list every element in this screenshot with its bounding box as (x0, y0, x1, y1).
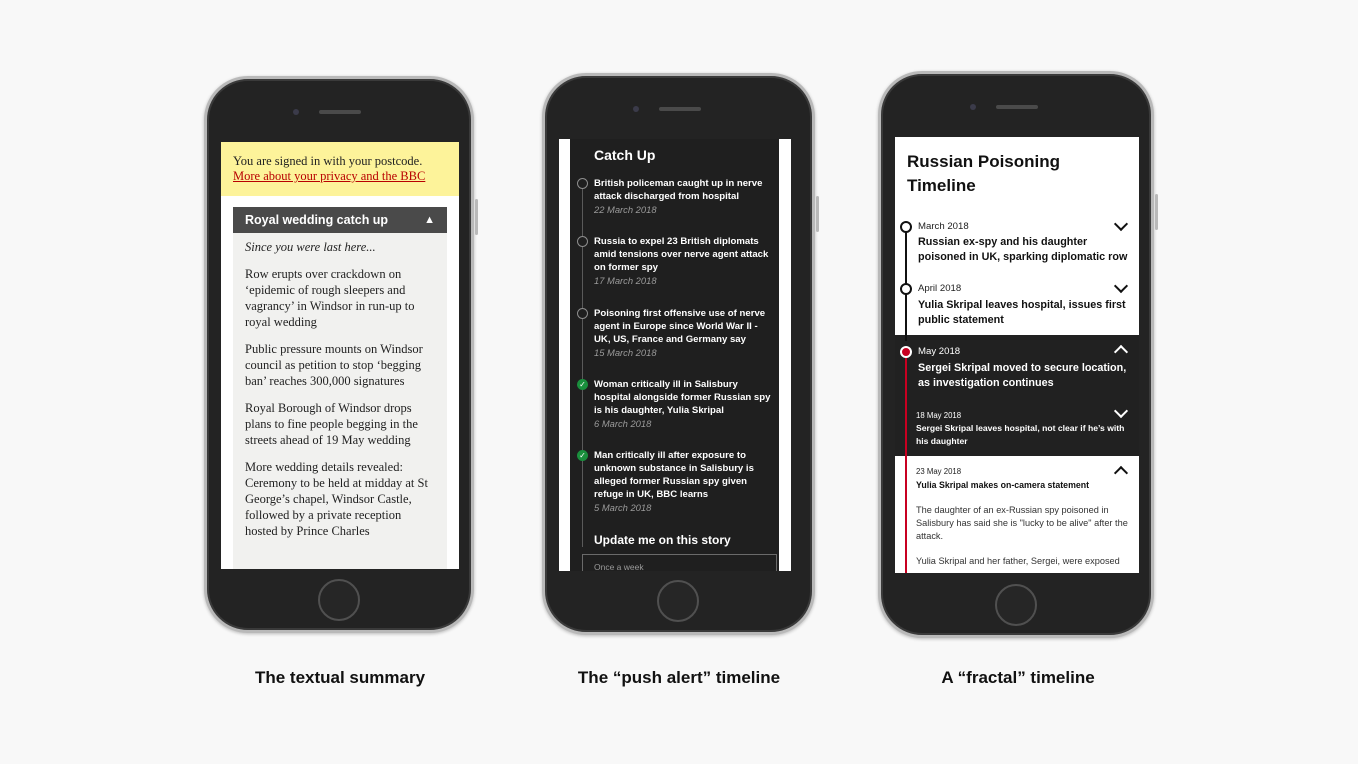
timeline-item-text: Russia to expel 23 British diplomats amid tensions over nerve agent attack on former spy (594, 236, 769, 273)
list-item[interactable]: Royal Borough of Windsor drops plans to fine people begging in the streets ahead of 19 May wedding (245, 401, 418, 447)
sub-entry-date: 18 May 2018 (916, 411, 962, 420)
phone-3-home-button (995, 584, 1037, 626)
caption-fractal-timeline: A “fractal” timeline (941, 668, 1095, 687)
phone-2-screen (559, 139, 791, 571)
timeline-item-text: Woman critically ill in Salisbury hospital alongside former Russian spy is his daughter, Yulia Skripal (594, 379, 771, 416)
chevron-down-icon[interactable] (1114, 279, 1128, 293)
list-item[interactable]: More wedding details revealed: Ceremony to be held at midday at St George’s chapel, Windsor Castle, followed by a private reception hosted by Prince Charles (245, 460, 428, 538)
sub-entry-date: 23 May 2018 (916, 467, 962, 476)
list-item[interactable]: Public pressure mounts on Windsor council as petition to stop ‘begging ban’ reaches 300,000 signatures (245, 342, 423, 388)
timeline-node-active (900, 346, 912, 358)
timeline-item[interactable] (579, 449, 776, 513)
timeline-item-date: 5 March 2018 (594, 502, 652, 513)
unread-circle-icon (577, 308, 588, 319)
privacy-notice (221, 142, 459, 196)
timeline-item-date: 15 March 2018 (594, 347, 657, 358)
catch-up-panel (233, 207, 447, 569)
phone-1-side-button (475, 199, 478, 235)
entry-month: April 2018 (918, 283, 962, 294)
phone-3-camera (970, 104, 976, 110)
phone-1-screen (221, 142, 459, 569)
timeline-line-red (905, 353, 907, 573)
timeline-node (900, 221, 912, 233)
frequency-select[interactable]: Once a week (582, 554, 777, 571)
timeline-item-text: Poisoning first offensive use of nerve agent in Europe since World War II - UK, US, France and Germany say (594, 308, 766, 345)
phone-1-speaker (319, 110, 361, 114)
timeline-item-date: 6 March 2018 (594, 418, 652, 429)
entry-month: March 2018 (918, 221, 969, 232)
timeline-item[interactable] (594, 235, 776, 286)
privacy-link[interactable]: More about your privacy and the BBC (233, 169, 426, 183)
timeline-item-date: 22 March 2018 (594, 204, 657, 215)
catch-up-heading: Catch Up (594, 147, 656, 163)
since-last-visit: Since you were last here... (245, 240, 376, 254)
timeline-item[interactable] (579, 378, 776, 429)
unread-circle-icon (577, 178, 588, 189)
timeline-node (900, 283, 912, 295)
timeline-item-text: British policeman caught up in nerve attack discharged from hospital (594, 178, 763, 202)
timeline-item[interactable] (594, 177, 776, 215)
phone-2-camera (633, 106, 639, 112)
article-paragraph: The daughter of an ex-Russian spy poisoned in Salisbury has said she is "lucky to be alive" after the attack. (916, 505, 1128, 541)
article-paragraph: Yulia Skripal and her father, Sergei, were exposed (916, 556, 1120, 566)
entry-headline[interactable]: Sergei Skripal moved to secure location, as investigation continues (918, 362, 1127, 389)
checkmark-icon: ✓ (577, 379, 588, 390)
entry-headline[interactable]: Russian ex-spy and his daughter poisoned in UK, sparking diplomatic row (918, 236, 1128, 263)
phone-2 (542, 73, 815, 635)
caption-push-alert-timeline: The “push alert” timeline (577, 668, 781, 687)
timeline-item-date: 17 March 2018 (594, 275, 657, 286)
catch-up-timeline (570, 139, 779, 571)
phone-1 (204, 76, 474, 633)
sub-entry-headline[interactable]: Sergei Skripal leaves hospital, not clear if he’s with his daughter (916, 423, 1125, 446)
entry-month: May 2018 (918, 346, 961, 357)
phone-1-home-button (318, 579, 360, 621)
phone-1-camera (293, 109, 299, 115)
timeline-line (582, 179, 583, 547)
page-title: Russian Poisoning Timeline (907, 152, 1061, 195)
privacy-notice-text: You are signed in with your postcode. (233, 154, 423, 168)
catch-up-header[interactable] (233, 207, 447, 233)
caption-textual-summary: The textual summary (254, 668, 426, 687)
timeline-item[interactable] (594, 307, 776, 358)
phone-2-side-button (816, 196, 819, 232)
sub-entry-headline[interactable]: Yulia Skripal makes on-camera statement (916, 480, 1090, 490)
phone-3-side-button (1155, 194, 1158, 230)
list-item[interactable]: Row erupts over crackdown on ‘epidemic of rough sleepers and vagrancy’ in Windsor in run-up to royal wedding (245, 267, 415, 329)
timeline-item-text: Man critically ill after exposure to unknown substance in Salisbury is alleged former Russian spy given refuge in UK, BBC learns (594, 450, 754, 500)
phone-2-speaker (659, 107, 701, 111)
phone-3-screen (895, 137, 1139, 573)
unread-circle-icon (577, 236, 588, 247)
chevron-down-icon[interactable] (1114, 217, 1128, 231)
update-me-heading: Update me on this story (594, 533, 731, 547)
phone-3 (878, 71, 1154, 638)
chevron-up-icon[interactable] (1114, 466, 1128, 480)
entry-headline[interactable]: Yulia Skripal leaves hospital, issues first public statement (918, 299, 1126, 326)
catch-up-title: Royal wedding catch up (245, 213, 389, 227)
chevron-up-icon[interactable]: ▲ (424, 214, 435, 226)
phone-2-home-button (657, 580, 699, 622)
phone-3-speaker (996, 105, 1038, 109)
checkmark-icon: ✓ (577, 450, 588, 461)
